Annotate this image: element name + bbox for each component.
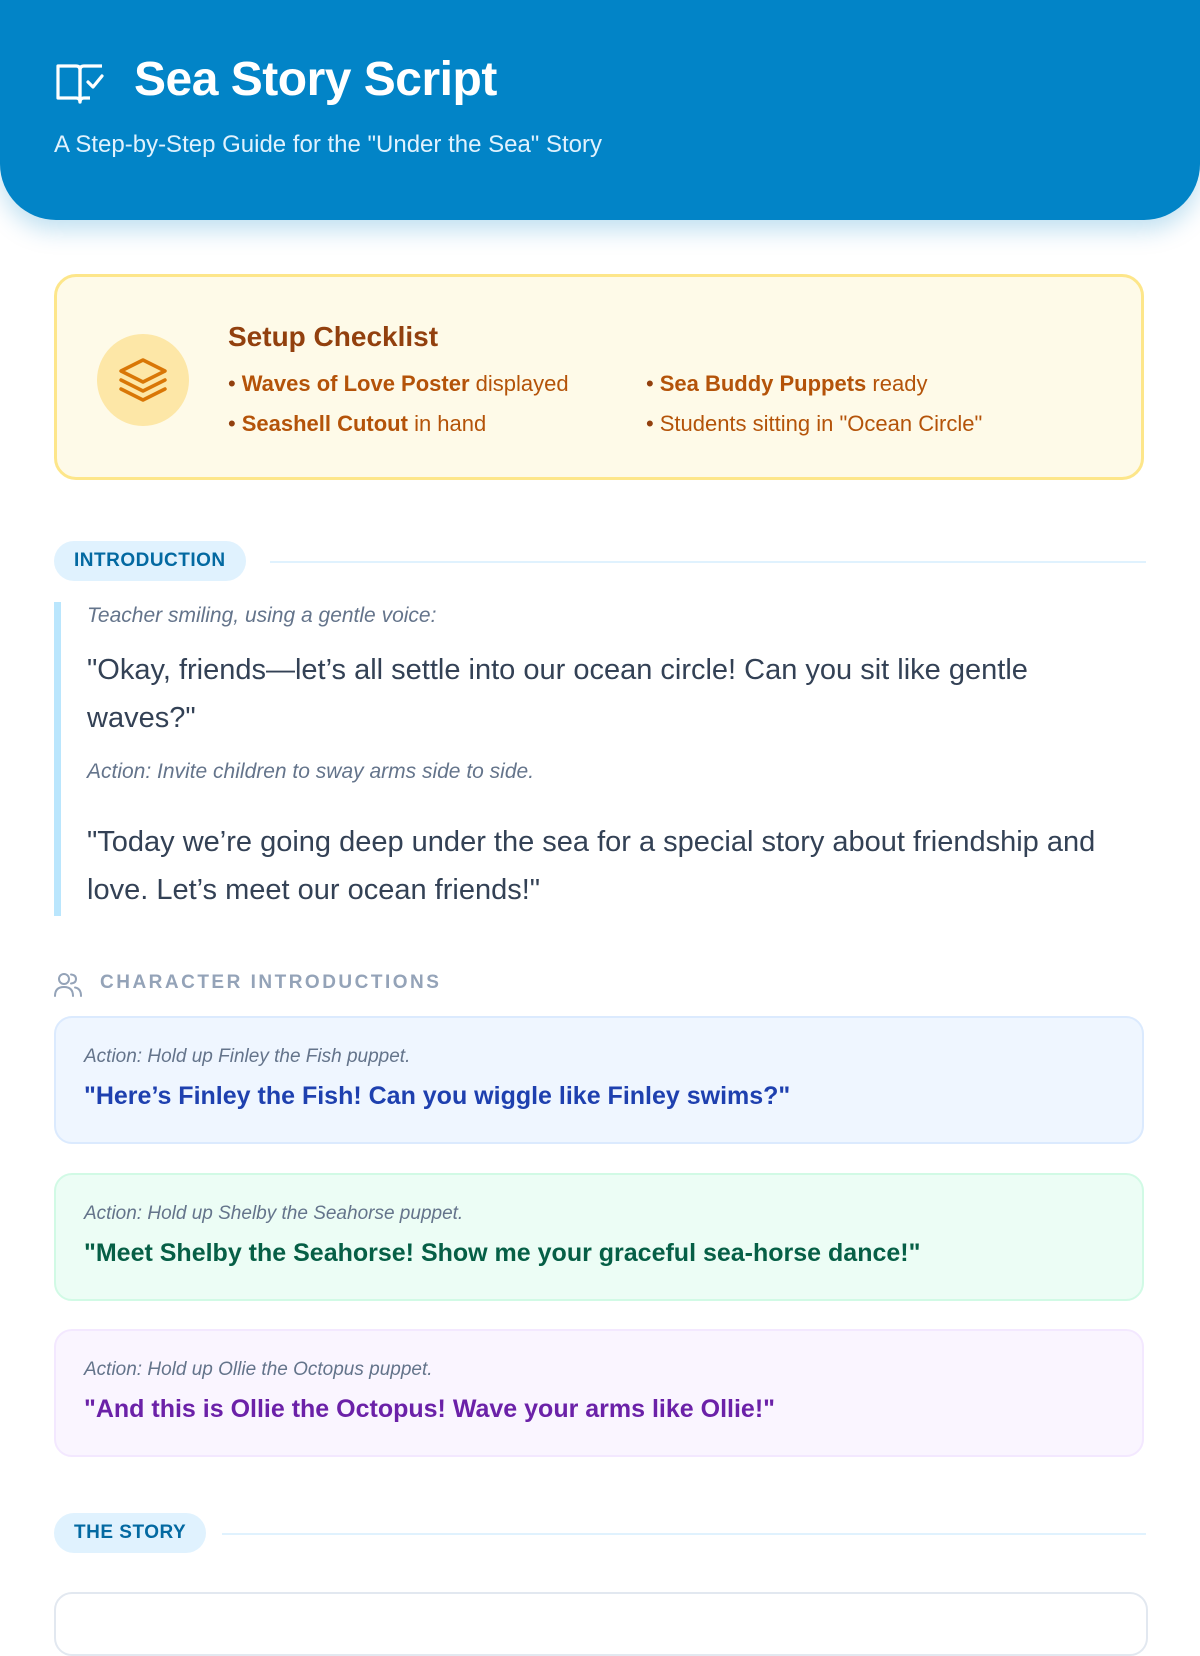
action-direction: Action: Invite children to sway arms side to side. <box>87 760 535 783</box>
section-label-the-story: THE STORY <box>54 1513 206 1553</box>
page-subtitle: A Step-by-Step Guide for the "Under the Sea" Story <box>54 131 603 158</box>
script-line: "Okay, friends—let’s all settle into our ocean circle! Can you sit like gentle waves?" <box>87 654 1028 734</box>
character-quote: "Meet Shelby the Seahorse! Show me your graceful sea-horse dance!" <box>84 1239 921 1267</box>
section-label-introduction: INTRODUCTION <box>54 541 246 581</box>
section-divider <box>270 561 1146 563</box>
checklist-badge <box>97 334 189 426</box>
character-card-finley <box>54 1016 1144 1144</box>
introduction-script <box>54 602 1151 916</box>
action-direction: Action: Hold up Finley the Fish puppet. <box>84 1046 411 1067</box>
character-quote: "And this is Ollie the Octopus! Wave your arms like Ollie!" <box>84 1395 775 1423</box>
character-quote: "Here’s Finley the Fish! Can you wiggle like Finley swims?" <box>84 1082 791 1110</box>
layers-icon <box>117 354 169 406</box>
checklist-item: • Sea Buddy Puppets ready <box>646 371 928 396</box>
story-card <box>54 1592 1148 1656</box>
page-title: Sea Story Script <box>134 53 497 106</box>
action-direction: Action: Hold up Shelby the Seahorse puppet. <box>84 1203 464 1224</box>
setup-checklist-card <box>54 274 1144 480</box>
stage-direction: Teacher smiling, using a gentle voice: <box>87 604 437 627</box>
checklist-item: • Students sitting in "Ocean Circle" <box>646 411 983 436</box>
character-card-shelby <box>54 1173 1144 1301</box>
checklist-item: • Waves of Love Poster displayed <box>228 371 569 396</box>
users-icon <box>54 970 82 998</box>
open-book-check-icon <box>54 58 106 110</box>
script-line: "Today we’re going deep under the sea for a special story about friendship and love. Let’s meet our ocean friends!" <box>87 826 1096 906</box>
checklist-title: Setup Checklist <box>228 321 439 352</box>
section-divider <box>222 1533 1146 1535</box>
action-direction: Action: Hold up Ollie the Octopus puppet. <box>84 1359 433 1380</box>
checklist-item: • Seashell Cutout in hand <box>228 411 487 436</box>
character-card-ollie <box>54 1329 1144 1457</box>
page-header <box>0 0 1200 220</box>
